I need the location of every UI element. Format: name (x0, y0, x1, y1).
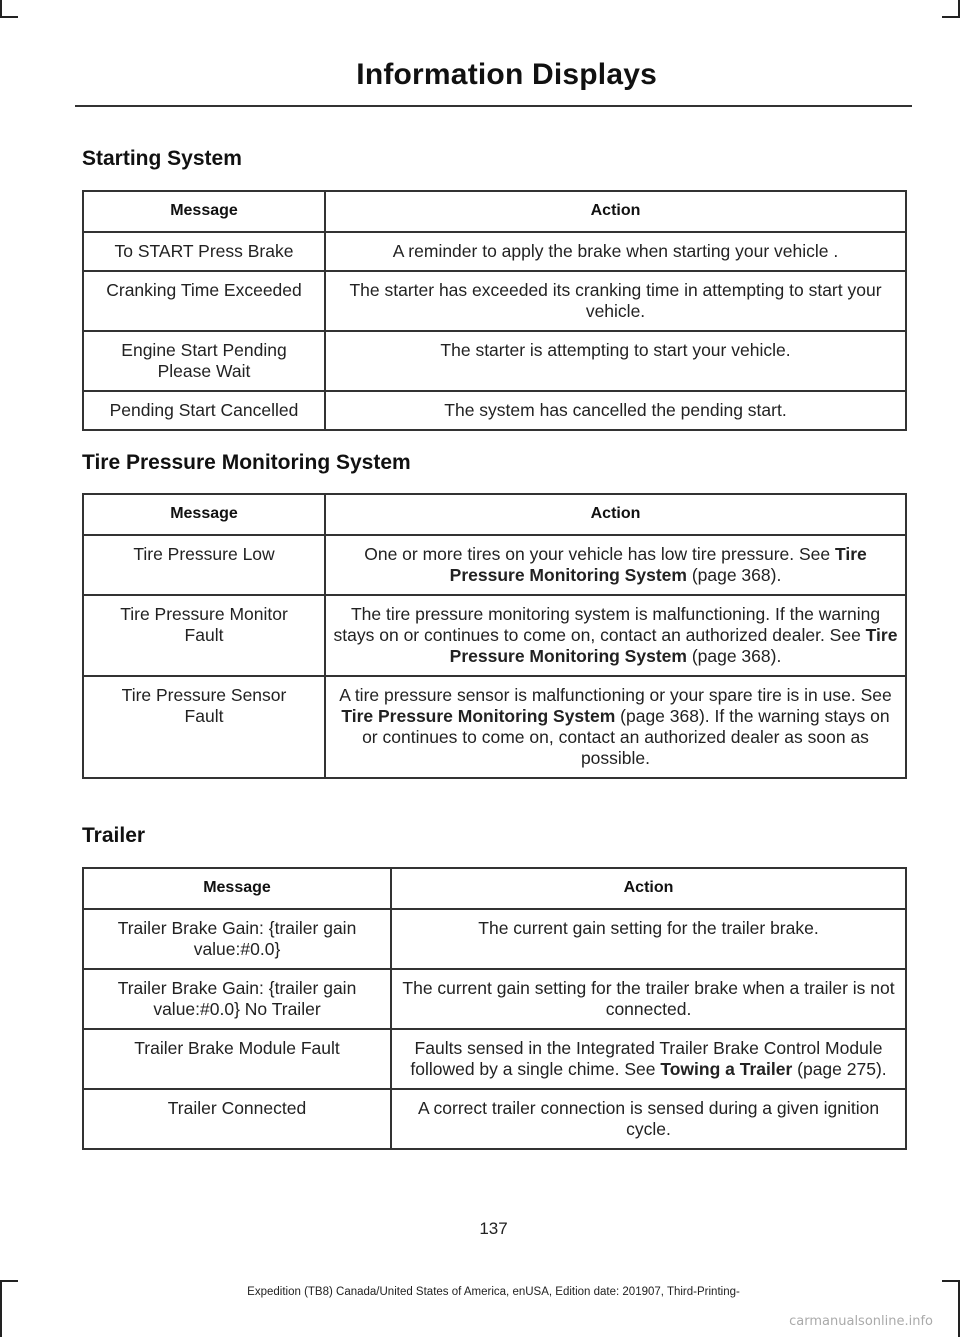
message-cell: Trailer Brake Gain: {trailer gain value:#0.0} No Trailer (83, 969, 391, 1029)
message-cell: Trailer Brake Module Fault (83, 1029, 391, 1089)
message-cell: Tire Pressure Monitor Fault (83, 595, 325, 676)
message-cell: Engine Start Pending Please Wait (83, 331, 325, 391)
action-cell: The system has cancelled the pending start. (325, 391, 906, 430)
page-reference: (page 368). (686, 646, 782, 666)
action-cell: The starter is attempting to start your vehicle. (325, 331, 906, 391)
table-row (83, 535, 906, 595)
crop-mark-top-left-h (0, 16, 18, 18)
cross-reference-link[interactable]: Tire Pressure Monitoring System (341, 706, 616, 726)
page-reference: (page 368). (686, 565, 782, 585)
action-text: The tire pressure monitoring system is malfunctioning. If the warning stays on or continues to come on, contact an authorized dealer. See (333, 604, 881, 645)
crop-mark-bottom-right-h (942, 1280, 960, 1282)
action-text: A tire pressure sensor is malfunctioning or your spare tire is in use. See (339, 685, 892, 705)
table-row (83, 232, 906, 271)
table-header-row (83, 191, 906, 232)
table-row (83, 1029, 906, 1089)
edition-footer: Expedition (TB8) Canada/United States of America, enUSA, Edition date: 201907, Third-Printing- (247, 1286, 740, 1298)
section-heading-starting-system: Starting System (82, 147, 242, 170)
tire-pressure-table (82, 493, 907, 779)
action-cell (325, 535, 906, 595)
table-row (83, 391, 906, 430)
section-heading-trailer: Trailer (82, 824, 146, 847)
page-reference: (page 368). If the warning stays on or continues to come on, contact an authorized dealer as soon as possible. (362, 706, 890, 768)
page-number: 137 (479, 1219, 508, 1238)
column-header-message: Message (83, 868, 391, 909)
action-cell (391, 1029, 906, 1089)
cross-reference-link[interactable]: Towing a Trailer (660, 1059, 793, 1079)
action-cell: The starter has exceeded its cranking time in attempting to start your vehicle. (325, 271, 906, 331)
table-row (83, 676, 906, 778)
starting-system-table (82, 190, 907, 431)
action-cell: A reminder to apply the brake when starting your vehicle . (325, 232, 906, 271)
action-cell: A correct trailer connection is sensed during a given ignition cycle. (391, 1089, 906, 1149)
cross-reference-link[interactable]: Tire Pressure Monitoring System (449, 544, 867, 585)
message-cell: Tire Pressure Sensor Fault (83, 676, 325, 778)
watermark: carmanualsonline.info (789, 1314, 933, 1329)
cross-reference-link[interactable]: Tire Pressure Monitoring System (449, 625, 898, 666)
message-cell: Pending Start Cancelled (83, 391, 325, 430)
title-divider (75, 105, 912, 107)
message-cell: Tire Pressure Low (83, 535, 325, 595)
page-reference: (page 275). (792, 1059, 887, 1079)
message-cell: To START Press Brake (83, 232, 325, 271)
crop-mark-top-right-h (942, 16, 960, 18)
column-header-message: Message (83, 494, 325, 535)
section-heading-tire-pressure: Tire Pressure Monitoring System (82, 451, 411, 474)
table-header-row (83, 868, 906, 909)
action-text: Faults sensed in the Integrated Trailer Brake Control Module followed by a single chime. See (410, 1038, 883, 1079)
table-row (83, 331, 906, 391)
action-cell (325, 595, 906, 676)
action-cell: The current gain setting for the trailer brake when a trailer is not connected. (391, 969, 906, 1029)
trailer-table (82, 867, 907, 1150)
table-row (83, 969, 906, 1029)
action-cell (325, 676, 906, 778)
column-header-action: Action (391, 868, 906, 909)
column-header-action: Action (325, 494, 906, 535)
column-header-message: Message (83, 191, 325, 232)
table-row (83, 909, 906, 969)
message-cell: Trailer Connected (83, 1089, 391, 1149)
crop-mark-bottom-left-h (0, 1280, 18, 1282)
table-row (83, 595, 906, 676)
table-header-row (83, 494, 906, 535)
page-title: Information Displays (356, 58, 657, 91)
action-text: One or more tires on your vehicle has low tire pressure. See (364, 544, 835, 564)
table-row (83, 1089, 906, 1149)
column-header-action: Action (325, 191, 906, 232)
table-row (83, 271, 906, 331)
message-cell: Trailer Brake Gain: {trailer gain value:#0.0} (83, 909, 391, 969)
action-cell: The current gain setting for the trailer brake. (391, 909, 906, 969)
message-cell: Cranking Time Exceeded (83, 271, 325, 331)
